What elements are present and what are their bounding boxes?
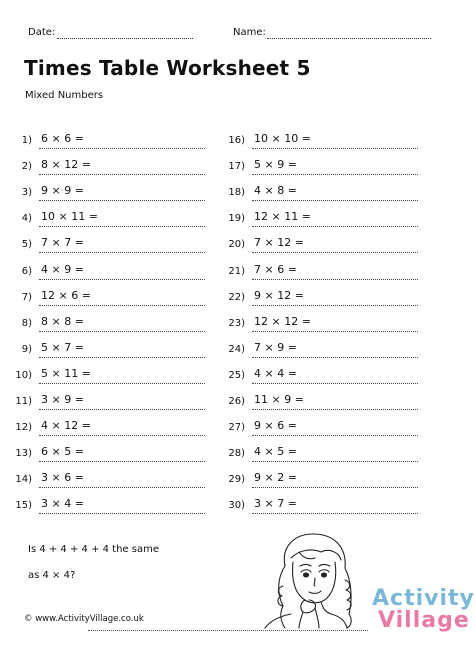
question-number: 17) [228, 161, 245, 173]
question-row [225, 132, 425, 156]
question-number: 22) [228, 291, 245, 303]
question-text: 9 × 2 = [254, 471, 297, 485]
answer-line[interactable] [39, 513, 205, 514]
answer-line[interactable] [252, 461, 418, 462]
question-number: 7) [21, 291, 32, 303]
question-text: 5 × 7 = [41, 340, 84, 354]
question-number: 12) [15, 422, 32, 434]
question-text: 10 × 11 = [41, 210, 98, 224]
question-text: 3 × 4 = [41, 497, 84, 511]
question-text: 5 × 11 = [41, 366, 91, 380]
question-row [12, 471, 212, 495]
question-row [225, 289, 425, 313]
answer-line[interactable] [39, 357, 205, 358]
question-number: 2) [21, 161, 32, 173]
question-number: 15) [15, 500, 32, 512]
answer-line[interactable] [252, 513, 418, 514]
answer-line[interactable] [39, 461, 205, 462]
question-number: 29) [228, 474, 245, 486]
answer-line[interactable] [39, 331, 205, 332]
question-number: 8) [21, 317, 32, 329]
answer-line[interactable] [39, 279, 205, 280]
answer-line[interactable] [252, 174, 418, 175]
question-number: 1) [21, 135, 32, 146]
question-number: 20) [228, 239, 245, 251]
question-number: 25) [228, 369, 245, 381]
question-row [225, 184, 425, 208]
logo-word-village: Village [378, 608, 470, 633]
answer-line[interactable] [252, 200, 418, 201]
activity-village-logo [372, 588, 475, 632]
answer-line[interactable] [252, 487, 418, 488]
question-row [225, 445, 425, 469]
answer-line[interactable] [252, 409, 418, 410]
girl-thinking-illustration [255, 528, 370, 628]
footer-divider [88, 630, 368, 631]
question-row [225, 210, 425, 234]
answer-line[interactable] [252, 279, 418, 280]
question-row [12, 263, 212, 287]
question-text: 4 × 4 = [254, 366, 297, 380]
question-text: 12 × 12 = [254, 314, 311, 328]
question-number: 18) [228, 187, 245, 199]
question-text: 3 × 7 = [254, 497, 297, 511]
answer-line[interactable] [252, 435, 418, 436]
answer-line[interactable] [252, 357, 418, 358]
date-line [57, 38, 193, 39]
question-text: 10 × 10 = [254, 132, 311, 145]
question-text: 3 × 6 = [41, 471, 84, 485]
question-text: 4 × 12 = [41, 419, 91, 433]
question-number: 23) [228, 317, 245, 329]
answer-line[interactable] [39, 174, 205, 175]
question-text: 12 × 11 = [254, 210, 311, 224]
question-text: 4 × 5 = [254, 445, 297, 459]
answer-line[interactable] [39, 383, 205, 384]
name-field[interactable] [233, 27, 266, 38]
question-number: 9) [21, 343, 32, 355]
question-text: 4 × 8 = [254, 184, 297, 198]
question-row [12, 497, 212, 521]
question-row [12, 445, 212, 469]
question-text: 9 × 6 = [254, 419, 297, 433]
bonus-question-line1: Is 4 + 4 + 4 + 4 the same [28, 544, 159, 555]
question-number: 28) [228, 448, 245, 460]
question-text: 9 × 12 = [254, 288, 304, 302]
question-number: 3) [21, 187, 32, 199]
page-subtitle: Mixed Numbers [25, 90, 104, 101]
question-text: 7 × 7 = [41, 236, 84, 250]
question-text: 12 × 6 = [41, 288, 91, 302]
question-row [225, 497, 425, 521]
question-number: 21) [228, 265, 245, 277]
answer-line[interactable] [39, 148, 205, 149]
question-number: 19) [228, 213, 245, 225]
question-text: 8 × 12 = [41, 158, 91, 172]
question-text: 7 × 12 = [254, 236, 304, 250]
answer-line[interactable] [252, 383, 418, 384]
question-text: 8 × 8 = [41, 314, 84, 328]
question-row [12, 184, 212, 208]
logo-word-activity: Activity [372, 586, 475, 611]
name-label: Name: [233, 27, 266, 38]
question-row [225, 158, 425, 182]
answer-line[interactable] [39, 409, 205, 410]
answer-line[interactable] [39, 435, 205, 436]
date-field[interactable] [28, 27, 55, 38]
question-row [225, 419, 425, 443]
question-number: 5) [21, 239, 32, 251]
question-number: 30) [228, 500, 245, 512]
question-text: 4 × 9 = [41, 262, 84, 276]
answer-line[interactable] [252, 148, 418, 149]
question-text: 7 × 9 = [254, 340, 297, 354]
footer-copyright: © www.ActivityVillage.co.uk [24, 614, 144, 624]
question-row [225, 236, 425, 260]
name-line [267, 38, 431, 39]
question-number: 14) [15, 474, 32, 486]
answer-line[interactable] [39, 305, 205, 306]
bonus-question-line2: as 4 × 4? [28, 570, 76, 581]
question-number: 16) [228, 135, 245, 146]
answer-line[interactable] [252, 252, 418, 253]
question-number: 4) [21, 213, 32, 225]
question-row [225, 341, 425, 365]
question-row [12, 210, 212, 234]
question-text: 5 × 9 = [254, 158, 297, 172]
question-number: 26) [228, 396, 245, 407]
question-row [225, 315, 425, 339]
question-row [225, 471, 425, 495]
answer-line[interactable] [39, 252, 205, 253]
question-number: 10) [15, 369, 32, 381]
question-number: 24) [228, 343, 245, 355]
question-number: 6) [21, 265, 32, 277]
question-row [12, 393, 212, 417]
question-row [12, 419, 212, 443]
answer-line[interactable] [252, 331, 418, 332]
question-row [12, 315, 212, 339]
answer-line[interactable] [39, 200, 205, 201]
question-row [225, 393, 425, 417]
question-row [12, 158, 212, 182]
question-row [12, 341, 212, 365]
answer-line[interactable] [39, 226, 205, 227]
question-row [12, 367, 212, 391]
question-text: 3 × 9 = [41, 393, 84, 406]
answer-line[interactable] [252, 305, 418, 306]
question-text: 9 × 9 = [41, 184, 84, 198]
answer-line[interactable] [39, 487, 205, 488]
question-text: 11 × 9 = [254, 393, 304, 406]
answer-line[interactable] [252, 226, 418, 227]
question-text: 7 × 6 = [254, 262, 297, 276]
page-title: Times Table Worksheet 5 [24, 56, 311, 80]
question-row [12, 289, 212, 313]
question-row [12, 236, 212, 260]
question-text: 6 × 5 = [41, 445, 84, 459]
question-number: 11) [15, 396, 32, 407]
question-row [12, 132, 212, 156]
question-row [225, 263, 425, 287]
question-number: 13) [15, 448, 32, 460]
question-row [225, 367, 425, 391]
date-label: Date: [28, 27, 56, 38]
question-text: 6 × 6 = [41, 132, 84, 145]
question-number: 27) [228, 422, 245, 434]
